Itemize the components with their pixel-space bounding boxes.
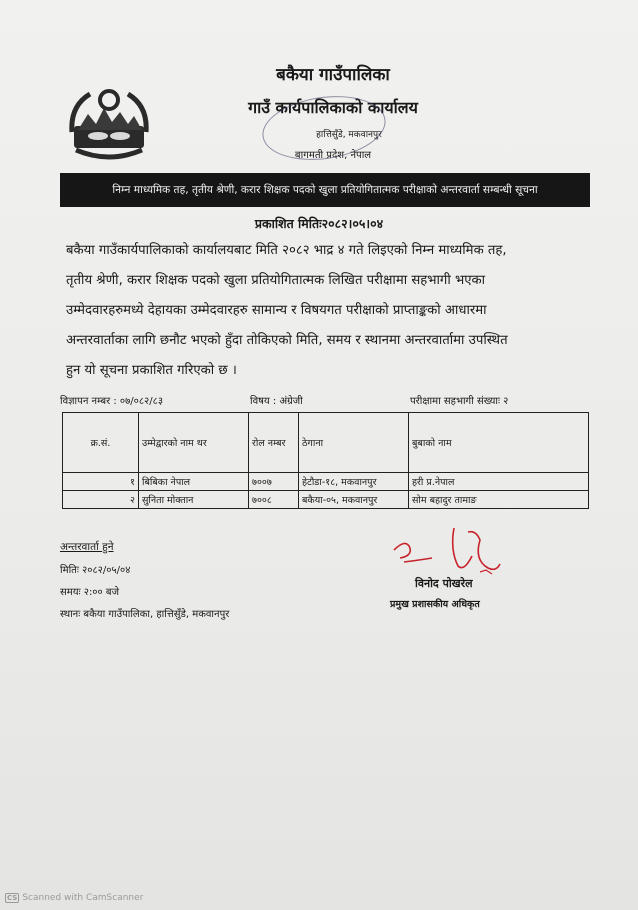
table-header-row	[63, 413, 589, 473]
col-header-serial: क्र.सं.	[63, 413, 139, 473]
notice-title-banner: निम्न माध्यमिक तह, तृतीय श्रेणी, करार शिक्षक पदको खुला प्रतियोगितात्मक परीक्षाको अन्तरवार्ता सम्बन्धी सूचना	[60, 173, 590, 207]
table-row	[63, 473, 589, 491]
interview-heading: अन्तरवार्ता हुने	[60, 541, 114, 553]
table-row	[63, 491, 589, 509]
officer-signature	[376, 520, 526, 580]
body-line: हुन यो सूचना प्रकाशित गरिएको छ ।	[66, 363, 237, 378]
cell-father: हरी प्र.नेपाल	[409, 473, 589, 491]
officer-name: विनोद पोखरेल	[415, 577, 473, 590]
scanner-watermark	[5, 893, 143, 903]
col-header-roll: रोल नम्बर	[249, 413, 299, 473]
notice-body	[66, 236, 584, 386]
subject-label: विषय : अंग्रेजी	[250, 396, 303, 407]
col-header-father: बुबाको नाम	[409, 413, 589, 473]
cell-name: बिबिका नेपाल	[139, 473, 249, 491]
participant-count: परीक्षामा सहभागी संख्याः २	[410, 396, 509, 407]
office-name: गाउँ कार्यपालिकाको कार्यालय	[248, 98, 418, 117]
province-line: बागमती प्रदेश, नेपाल	[294, 150, 372, 161]
body-line: उम्मेदवारहरुमध्ये देहायका उम्मेदवारहरु सामान्य र विषयगत परीक्षाको प्राप्ताङ्कको आधारमा	[66, 303, 487, 318]
interview-time: समयः २:०० बजे	[60, 587, 120, 598]
municipality-name: बकैया गाउँपालिका	[276, 65, 390, 85]
interview-place: स्थानः बकैया गाउँपालिका, हात्तिसुँडे, मकवानपुर	[60, 609, 230, 620]
col-header-address: ठेगाना	[299, 413, 409, 473]
scanner-text: Scanned with CamScanner	[22, 893, 144, 903]
cell-roll: ७००८	[249, 491, 299, 509]
cell-name: सुनिता मोक्तान	[139, 491, 249, 509]
camscanner-logo-icon: CS	[7, 894, 18, 902]
office-address: हात्तिसुँडे, मकवानपुर	[316, 130, 382, 140]
cell-roll: ७००७	[249, 473, 299, 491]
cell-serial: १	[63, 473, 139, 491]
body-line: तृतीय श्रेणी, करार शिक्षक पदको खुला प्रतियोगितात्मक लिखित परीक्षामा सहभागी भएका	[66, 273, 486, 288]
cell-address: बकैया-०५, मकवानपुर	[299, 491, 409, 509]
col-header-name: उम्मेद्वारको नाम थर	[139, 413, 249, 473]
officer-post: प्रमुख प्रशासकीय अधिकृत	[390, 599, 480, 610]
cell-address: हेटौडा-१८, मकवानपुर	[299, 473, 409, 491]
interview-date: मितिः २०८२/०५/०४	[60, 565, 131, 576]
body-line: अन्तरवार्ताका लागि छनौट भएको हुँदा तोकिएको मिति, समय र स्थानमा अन्तरवार्तामा उपस्थित	[66, 333, 508, 348]
published-date: प्रकाशित मितिः२०८२।०५।०४	[254, 216, 384, 231]
body-line: बकैया गाउँकार्यपालिकाको कार्यालयबाट मिति २०८२ भाद्र ४ गते लिइएको निम्न माध्यमिक तह,	[66, 243, 507, 258]
advertisement-number: विज्ञापन नम्बर : ०७/०८२/८३	[60, 396, 164, 407]
cell-serial: २	[63, 491, 139, 509]
candidate-table	[62, 412, 589, 509]
cell-father: सोम बहादुर तामाङ	[409, 491, 589, 509]
